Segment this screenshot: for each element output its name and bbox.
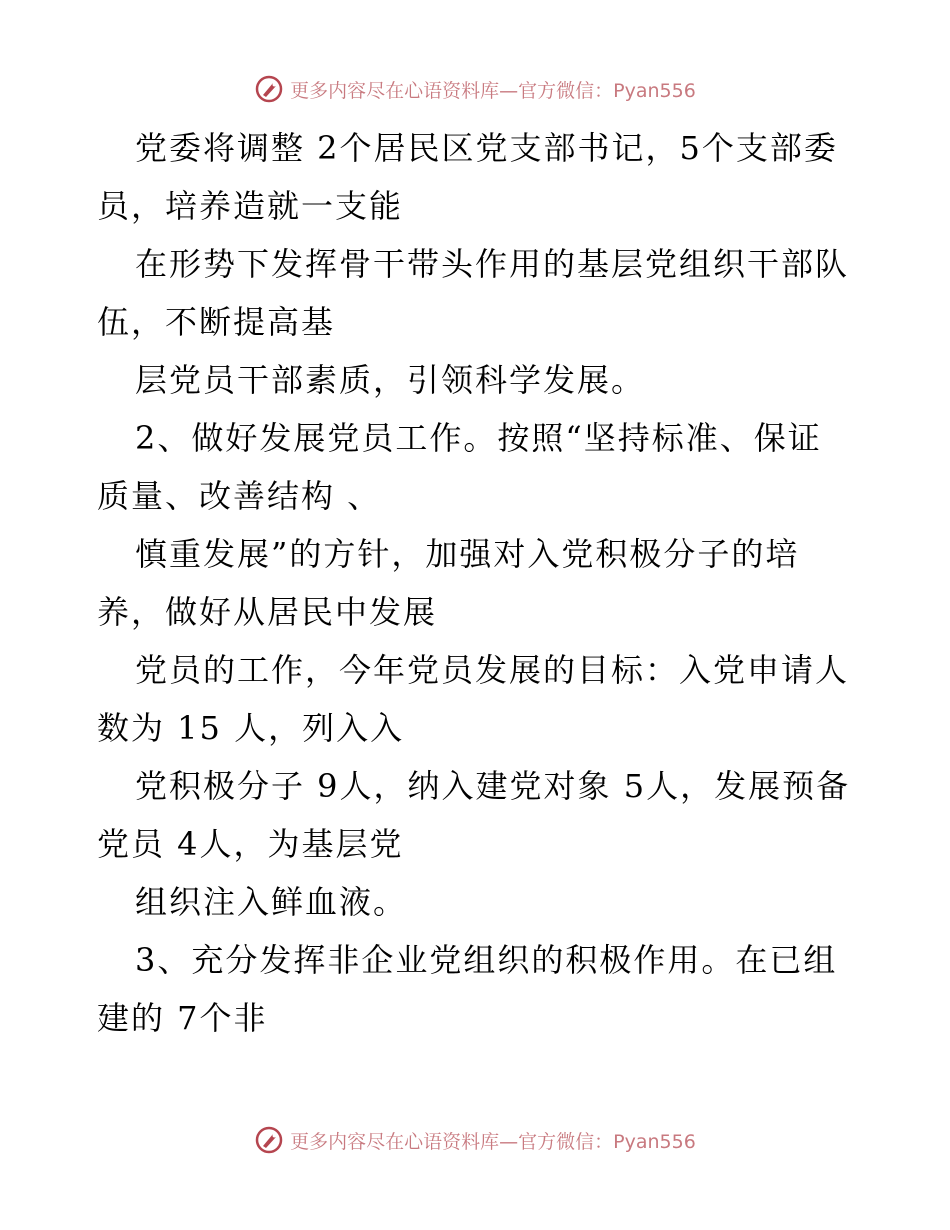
body-line-12: 党积极分子 9人，纳入建党对象 5人，发展预备: [135, 767, 851, 805]
body-line-2: 员，培养造就一支能: [97, 187, 404, 225]
body-line-11: 数为 15 人，列入入: [97, 709, 405, 747]
header-watermark: [0, 74, 950, 104]
pen-nib-logo-icon: [254, 1125, 284, 1155]
body-line-15: 3、充分发挥非企业党组织的积极作用。在已组: [135, 941, 838, 979]
body-line-6: 2、做好发展党员工作。按照“坚持标准、保证: [135, 419, 822, 457]
body-line-8: 慎重发展”的方针，加强对入党积极分子的培: [135, 535, 800, 573]
body-line-10: 党员的工作，今年党员发展的目标：入党申请人: [135, 651, 850, 689]
watermark-text: 更多内容尽在心语资料库—官方微信：Pyan556: [290, 79, 696, 102]
body-line-5: 层党员干部素质，引领科学发展。: [135, 361, 646, 399]
pen-nib-logo-icon: [254, 74, 284, 104]
body-line-16: 建的 7个非: [97, 999, 268, 1037]
body-line-7: 质量、改善结构 、: [97, 477, 382, 515]
footer-watermark: [0, 1125, 950, 1155]
watermark-text: 更多内容尽在心语资料库—官方微信：Pyan556: [290, 1130, 696, 1153]
body-line-13: 党员 4人，为基层党: [97, 825, 404, 863]
body-line-4: 伍，不断提高基: [97, 303, 336, 341]
body-line-1: 党委将调整 2个居民区党支部书记，5个支部委: [135, 129, 838, 167]
body-line-3: 在形势下发挥骨干带头作用的基层党组织干部队: [135, 245, 850, 283]
body-line-14: 组织注入鲜血液。: [135, 883, 408, 921]
body-line-9: 养，做好从居民中发展: [97, 593, 438, 631]
